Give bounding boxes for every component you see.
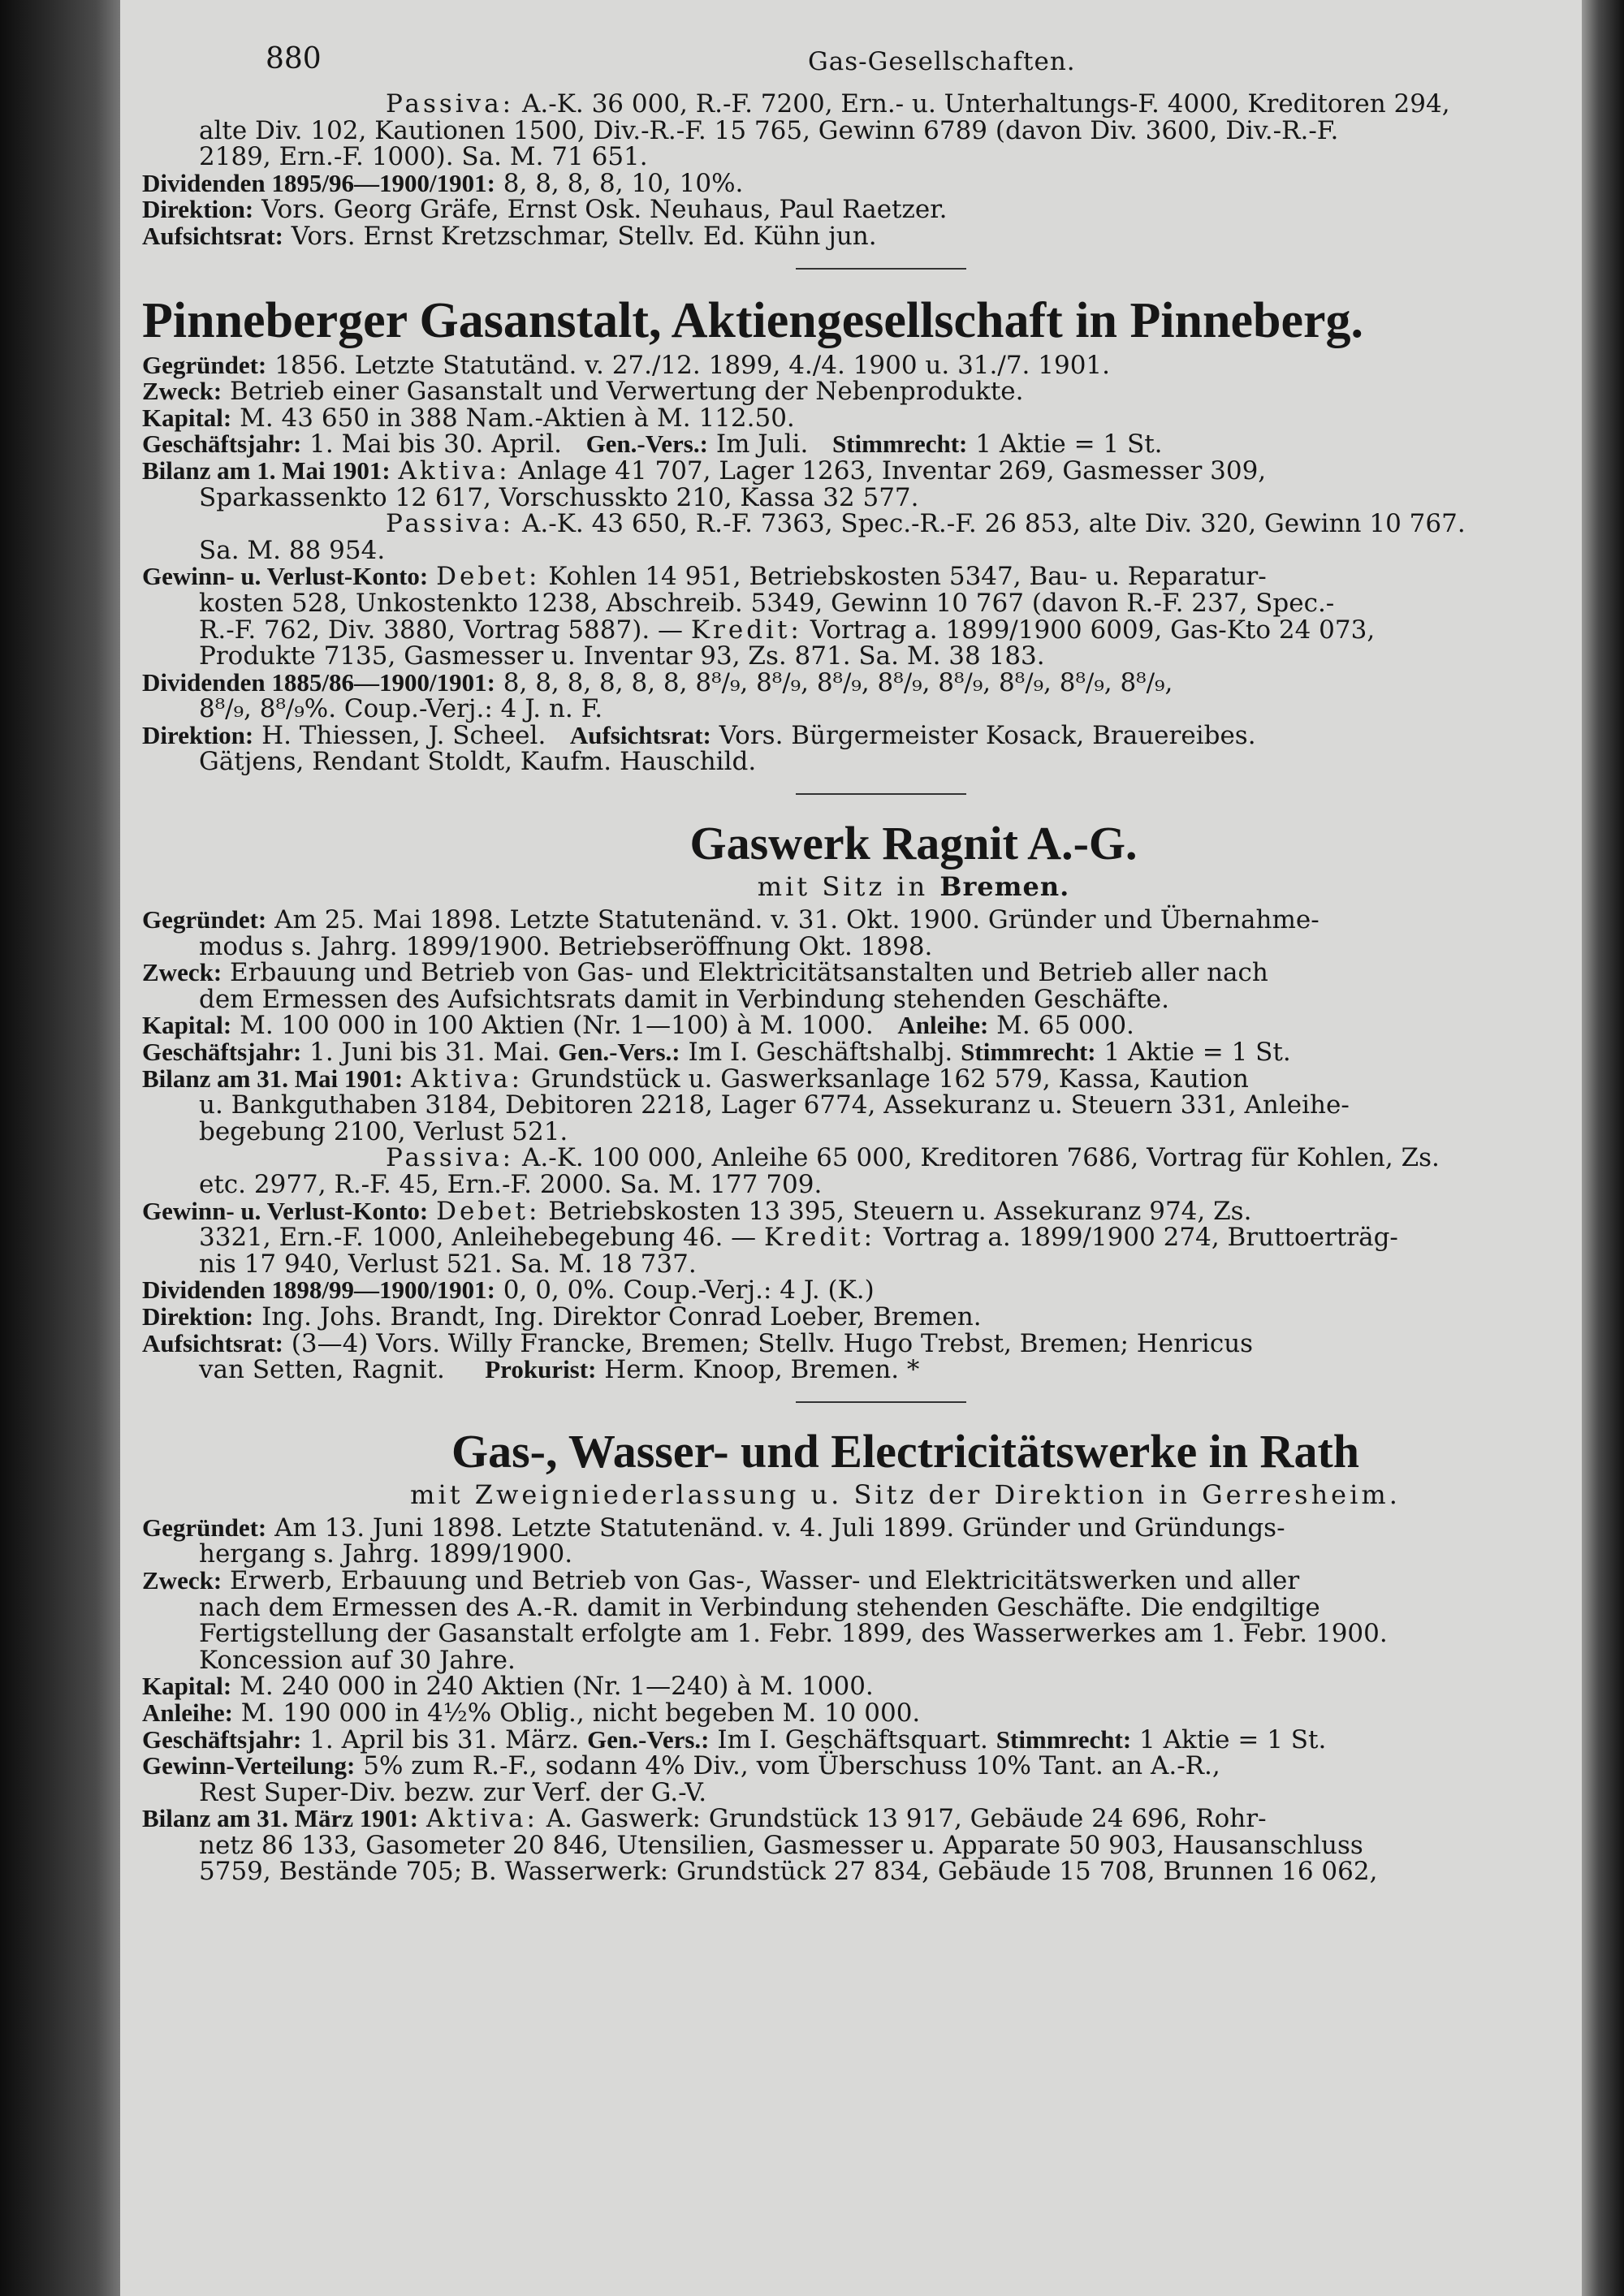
anleihe-line	[142, 1700, 1571, 1727]
gewinn-verteilung-text: 5% zum R.-F., sodann 4% Div., vom Überschuss 10% Tant. an A.-R.,	[363, 1751, 1220, 1781]
stimmrecht-key: Stimmrecht:	[996, 1724, 1132, 1754]
page-number: 880	[266, 42, 322, 76]
entry-title: Gaswerk Ragnit A.-G.	[689, 817, 1138, 870]
kapital-line	[142, 1012, 1571, 1039]
kapital-key: Kapital:	[142, 1011, 232, 1040]
passiva-line-2: etc. 2977, R.-F. 45, Ern.-F. 2000. Sa. M. 177 709.	[199, 1170, 823, 1199]
bilanz-key: Bilanz am 31. März 1901:	[142, 1804, 419, 1833]
guv-text: Kohlen 14 951, Betriebskosten 5347, Bau- u. Reparatur-	[548, 562, 1267, 592]
geschaeftsjahr-line	[142, 1039, 1571, 1066]
kapital-line	[142, 1673, 1571, 1700]
gewinn-verteilung-line	[142, 1753, 1571, 1780]
genvers-text: Im Juli.	[715, 429, 809, 460]
geschaeftsjahr-line	[142, 1724, 1571, 1754]
subtitle-city: Bremen.	[939, 871, 1070, 903]
guv-text-3b: Vortrag a. 1899/1900 6009, Gas-Kto 24 073,	[810, 615, 1376, 645]
section-divider	[796, 793, 966, 795]
prokurist-key: Prokurist:	[485, 1355, 597, 1384]
page-edge-shadow	[1582, 0, 1624, 2296]
stimmrecht-key: Stimmrecht:	[961, 1038, 1096, 1067]
zweck-line-3: Fertigstellung der Gasanstalt erfolgte am 1. Febr. 1899, des Wasserwerkes am 1. Febr. 1900.	[199, 1619, 1388, 1649]
direktion-key: Direktion:	[142, 195, 254, 224]
dividenden-line	[142, 1277, 1571, 1304]
bilanz-text: Grundstück u. Gaswerksanlage 162 579, Kassa, Kaution	[530, 1064, 1249, 1094]
genvers-key: Gen.-Vers.:	[587, 1724, 710, 1754]
genvers-key: Gen.-Vers.:	[558, 1038, 680, 1067]
guv-line-3: nis 17 940, Verlust 521. Sa. M. 18 737.	[199, 1249, 697, 1279]
entry-rath	[142, 1424, 1571, 1885]
guv-text-3a: R.-F. 762, Div. 3880, Vortrag 5887). —	[199, 615, 684, 645]
zweck-key: Zweck:	[142, 1565, 222, 1595]
gegruendet-text: 1856. Letzte Statutänd. v. 27./12. 1899, 4./4. 1900 u. 31./7. 1901.	[274, 350, 1110, 380]
geschaeftsjahr-key: Geschäftsjahr:	[142, 429, 302, 459]
entry-ragnit	[142, 816, 1571, 1383]
zweck-line-4: Koncession auf 30 Jahre.	[199, 1645, 516, 1675]
page-header	[142, 42, 1571, 91]
geschaeftsjahr-line	[142, 431, 1571, 458]
direktion-line	[142, 1301, 1571, 1331]
entry-title: Pinneberger Gasanstalt, Aktiengesellschaft in Pinneberg.	[142, 292, 1364, 348]
aufsichtsrat-line-2	[142, 1357, 1571, 1383]
prev-passiva-line-2: alte Div. 102, Kautionen 1500, Div.-R.-F. 15 765, Gewinn 6789 (davon Div. 3600, Div.-R.-F.	[199, 115, 1339, 145]
dividenden-text: 8, 8, 8, 8, 8, 8, 8⁸/₉, 8⁸/₉, 8⁸/₉, 8⁸/₉, 8⁸/₉, 8⁸/₉, 8⁸/₉, 8⁸/₉,	[503, 667, 1173, 697]
kapital-line	[142, 405, 1571, 432]
guv-line-2	[142, 1224, 1571, 1251]
aufsichtsrat-line	[142, 1328, 1571, 1358]
book-binding-shadow	[0, 0, 120, 2296]
dividenden-line-2: 8⁸/₉, 8⁸/₉%. Coup.-Verj.: 4 J. n. F.	[199, 694, 603, 724]
prev-direktion	[142, 196, 1571, 223]
dividenden-key: Dividenden 1885/86—1900/1901:	[142, 667, 495, 697]
gegruendet-text: Am 13. Juni 1898. Letzte Statutenänd. v. 4. Juli 1899. Gründer und Gründungs-	[274, 1513, 1285, 1543]
anleihe-key: Anleihe:	[142, 1698, 233, 1727]
passiva-line-2: Sa. M. 88 954.	[199, 535, 386, 565]
prokurist-text: Herm. Knoop, Bremen. *	[604, 1355, 920, 1385]
guv-line-2: kosten 528, Unkostenkto 1238, Abschreib. 5349, Gewinn 10 767 (davon R.-F. 237, Spec.-	[199, 588, 1335, 618]
guv-text: Betriebskosten 13 395, Steuern u. Assekuranz 974, Zs.	[548, 1196, 1252, 1226]
direktion-line	[142, 720, 1571, 750]
aktiva-key: Aktiva:	[411, 1064, 524, 1094]
zweck-line-2: dem Ermessen des Aufsichtsrats damit in Verbindung stehenden Geschäfte.	[199, 984, 1169, 1014]
zweck-line	[142, 960, 1571, 986]
gegruendet-line	[142, 1515, 1571, 1542]
gegruendet-key: Gegründet:	[142, 905, 267, 934]
entry-pinneberg	[142, 291, 1571, 776]
section-divider	[796, 1401, 966, 1403]
dividenden-key: Dividenden 1895/96—1900/1901:	[142, 168, 495, 197]
passiva-key: Passiva:	[386, 89, 515, 119]
bilanz-text: Anlage 41 707, Lager 1263, Inventar 269, Gasmesser 309,	[518, 455, 1267, 486]
dividenden-text: 0, 0, 0%. Coup.-Verj.: 4 J. (K.)	[503, 1275, 875, 1306]
zweck-text: Betrieb einer Gasanstalt und Verwertung der Nebenprodukte.	[230, 377, 1024, 407]
bilanz-line-2: netz 86 133, Gasometer 20 846, Utensilien, Gasmesser u. Apparate 50 903, Hausanschluss	[199, 1830, 1363, 1860]
kapital-text: M. 240 000 in 240 Aktien (Nr. 1—240) à M. 1000.	[240, 1672, 874, 1702]
aufsichtsrat-line-2: Gätjens, Rendant Stoldt, Kaufm. Hauschild.	[199, 747, 757, 777]
bilanz-key: Bilanz am 1. Mai 1901:	[142, 455, 391, 485]
aufsichtsrat-text-2: van Setten, Ragnit.	[199, 1355, 445, 1385]
aufsichtsrat-key: Aufsichtsrat:	[142, 1328, 283, 1357]
subtitle-text: mit Sitz in	[757, 871, 929, 903]
stimmrecht-text: 1 Aktie = 1 St.	[975, 429, 1163, 460]
bilanz-line	[142, 1066, 1571, 1093]
guv-text-2b: Vortrag a. 1899/1900 274, Bruttoerträg-	[883, 1223, 1398, 1253]
debet-key: Debet:	[436, 562, 541, 592]
prev-direktion-text: Vors. Georg Gräfe, Ernst Osk. Neuhaus, Paul Raetzer.	[261, 195, 948, 225]
passiva-line	[142, 1145, 1571, 1172]
passiva-line	[142, 511, 1571, 537]
gewinn-verteilung-line-2: Rest Super-Div. bezw. zur Verf. der G.-V.	[199, 1777, 707, 1807]
anleihe-text: M. 190 000 in 4½% Oblig., nicht begeben M. 10 000.	[240, 1698, 921, 1728]
anleihe-key: Anleihe:	[897, 1011, 989, 1040]
debet-key: Debet:	[436, 1196, 541, 1226]
zweck-line	[142, 1565, 1571, 1595]
gegruendet-key: Gegründet:	[142, 350, 267, 379]
prev-dividenden	[142, 170, 1571, 197]
gegruendet-line	[142, 352, 1571, 379]
guv-line	[142, 1198, 1571, 1225]
gegruendet-line-2: hergang s. Jahrg. 1899/1900.	[199, 1539, 573, 1569]
zweck-text: Erwerb, Erbauung und Betrieb von Gas-, Wasser- und Elektricitätswerken und aller	[230, 1565, 1300, 1595]
aufsichtsrat-key: Aufsichtsrat:	[569, 720, 711, 749]
kapital-text: M. 100 000 in 100 Aktien (Nr. 1—100) à M. 1000.	[240, 1011, 874, 1041]
geschaeftsjahr-text: 1. Mai bis 30. April.	[309, 429, 562, 460]
prev-entry	[142, 91, 1571, 250]
bilanz-line	[142, 1806, 1571, 1832]
dividenden-key: Dividenden 1898/99—1900/1901:	[142, 1275, 495, 1305]
gegruendet-line	[142, 907, 1571, 934]
kapital-key: Kapital:	[142, 403, 232, 432]
gegruendet-key: Gegründet:	[142, 1513, 267, 1542]
kapital-text: M. 43 650 in 388 Nam.-Aktien à M. 112.50.	[240, 403, 795, 433]
zweck-key: Zweck:	[142, 377, 222, 406]
guv-line-4: Produkte 7135, Gasmesser u. Inventar 93, Zs. 871. Sa. M. 38 183.	[199, 641, 1045, 671]
prev-passiva-line	[142, 91, 1571, 118]
gewinn-verteilung-key: Gewinn-Verteilung:	[142, 1751, 356, 1780]
direktion-text: Ing. Johs. Brandt, Ing. Direktor Conrad Loeber, Bremen.	[261, 1301, 982, 1331]
kapital-key: Kapital:	[142, 1672, 232, 1701]
bilanz-line-2: u. Bankguthaben 3184, Debitoren 2218, Lager 6774, Assekuranz u. Steuern 331, Anleihe-	[199, 1090, 1350, 1120]
stimmrecht-text: 1 Aktie = 1 St.	[1139, 1724, 1327, 1754]
running-title: Gas-Gesellschaften.	[808, 47, 1076, 76]
genvers-text: Im I. Geschäftsquart.	[717, 1724, 988, 1754]
entry-subtitle	[142, 871, 1571, 902]
bilanz-line-2: Sparkassenkto 12 617, Vorschusskto 210, Kassa 32 577.	[199, 482, 919, 512]
geschaeftsjahr-text: 1. Juni bis 31. Mai.	[309, 1038, 551, 1068]
bilanz-text: A. Gaswerk: Grundstück 13 917, Gebäude 24 696, Rohr-	[546, 1804, 1267, 1834]
entry-title: Gas-, Wasser- und Electricitätswerke in Rath	[451, 1424, 1360, 1478]
passiva-text: A.-K. 43 650, R.-F. 7363, Spec.-R.-F. 26 853, alte Div. 320, Gewinn 10 767.	[521, 509, 1466, 539]
zweck-line	[142, 378, 1571, 405]
aufsichtsrat-text: Vors. Bürgermeister Kosack, Brauereibes.	[719, 720, 1256, 750]
guv-text-2a: 3321, Ern.-F. 1000, Anleihebegebung 46. —	[199, 1223, 757, 1253]
prev-passiva-line-3: 2189, Ern.-F. 1000). Sa. M. 71 651.	[199, 142, 648, 172]
aktiva-key: Aktiva:	[425, 1804, 538, 1834]
gegruendet-text: Am 25. Mai 1898. Letzte Statutenänd. v. 31. Okt. 1900. Gründer und Übernahme-	[274, 905, 1320, 935]
gegruendet-line-2: modus s. Jahrg. 1899/1900. Betriebseröffnung Okt. 1898.	[199, 931, 933, 961]
passiva-key: Passiva:	[386, 1143, 515, 1173]
section-divider	[796, 268, 966, 270]
passiva-key: Passiva:	[386, 509, 515, 539]
bilanz-line	[142, 455, 1571, 486]
geschaeftsjahr-key: Geschäftsjahr:	[142, 1724, 302, 1754]
geschaeftsjahr-key: Geschäftsjahr:	[142, 1038, 302, 1067]
bilanz-key: Bilanz am 31. Mai 1901:	[142, 1064, 404, 1093]
aktiva-key: Aktiva:	[398, 455, 511, 486]
direktion-text: H. Thiessen, J. Scheel.	[261, 720, 546, 750]
stimmrecht-text: 1 Aktie = 1 St.	[1104, 1038, 1291, 1068]
kredit-key: Kredit:	[764, 1223, 876, 1253]
anleihe-text: M. 65 000.	[996, 1011, 1134, 1041]
kredit-key: Kredit:	[690, 615, 802, 645]
prev-aufsichtsrat-text: Vors. Ernst Kretzschmar, Stellv. Ed. Kühn jun.	[291, 221, 877, 251]
page-content	[142, 42, 1571, 1885]
direktion-key: Direktion:	[142, 720, 254, 749]
prev-dividenden-text: 8, 8, 8, 8, 10, 10%.	[503, 168, 744, 198]
bilanz-line-3: 5759, Bestände 705; B. Wasserwerk: Grundstück 27 834, Gebäude 15 708, Brunnen 16 062,	[199, 1857, 1378, 1887]
stimmrecht-key: Stimmrecht:	[831, 429, 968, 459]
zweck-text: Erbauung und Betrieb von Gas- und Elektricitätsanstalten und Betrieb aller nach	[230, 958, 1268, 988]
zweck-line-2: nach dem Ermessen des A.-R. damit in Verbindung stehenden Geschäfte. Die endgiltige	[199, 1592, 1320, 1622]
genvers-key: Gen.-Vers.:	[585, 429, 708, 459]
dividenden-line	[142, 667, 1571, 697]
guv-line	[142, 563, 1571, 590]
direktion-key: Direktion:	[142, 1301, 254, 1331]
prev-aufsichtsrat	[142, 223, 1571, 250]
guv-line-3	[142, 617, 1571, 644]
genvers-text: Im I. Geschäftshalbj.	[688, 1038, 953, 1068]
entry-subtitle: mit Zweigniederlassung u. Sitz der Direktion in Gerresheim.	[410, 1478, 1401, 1510]
geschaeftsjahr-text: 1. April bis 31. März.	[309, 1724, 580, 1754]
zweck-key: Zweck:	[142, 958, 222, 987]
prev-passiva-text: A.-K. 36 000, R.-F. 7200, Ern.- u. Unterhaltungs-F. 4000, Kreditoren 294,	[521, 89, 1450, 119]
passiva-text: A.-K. 100 000, Anleihe 65 000, Kreditoren 7686, Vortrag für Kohlen, Zs.	[521, 1143, 1440, 1173]
guv-key: Gewinn- u. Verlust-Konto:	[142, 1196, 429, 1225]
bilanz-line-3: begebung 2100, Verlust 521.	[199, 1116, 568, 1146]
aufsichtsrat-key: Aufsichtsrat:	[142, 221, 283, 250]
guv-key: Gewinn- u. Verlust-Konto:	[142, 562, 429, 591]
aufsichtsrat-text: (3—4) Vors. Willy Francke, Bremen; Stellv. Hugo Trebst, Bremen; Henricus	[291, 1328, 1254, 1358]
